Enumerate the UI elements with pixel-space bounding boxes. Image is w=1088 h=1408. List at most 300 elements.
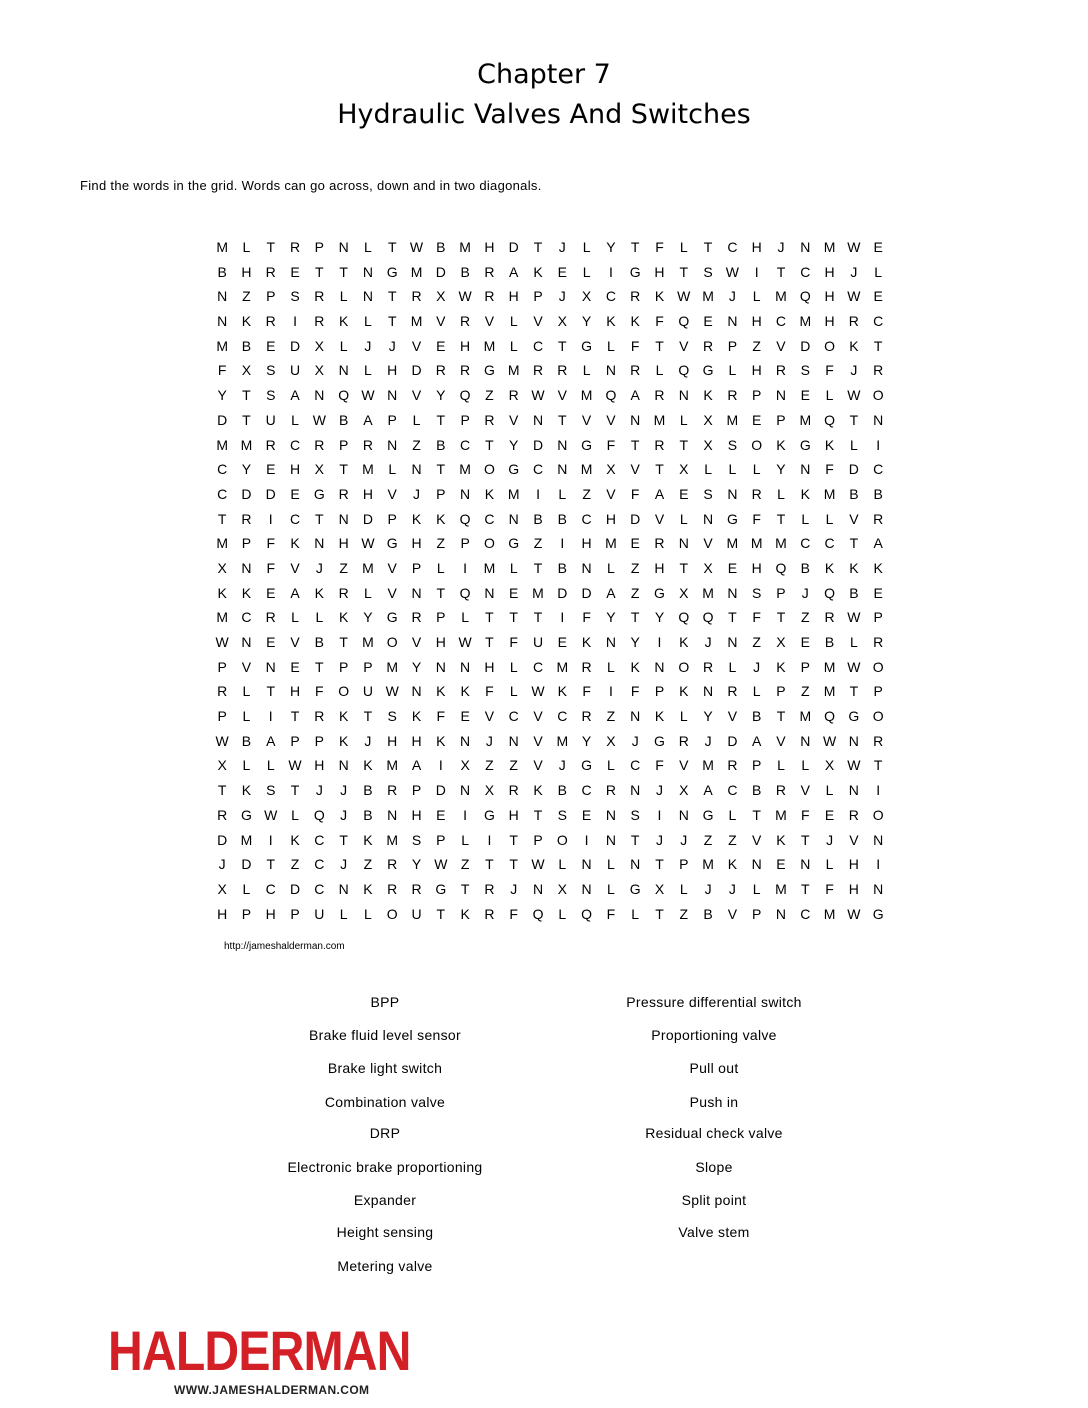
grid-letter[interactable]: K <box>241 584 252 601</box>
grid-letter[interactable]: A <box>630 387 640 404</box>
grid-letter[interactable]: O <box>824 337 836 354</box>
grid-letter[interactable]: C <box>265 880 276 897</box>
grid-letter[interactable]: T <box>655 856 664 873</box>
grid-letter[interactable]: F <box>655 757 664 774</box>
grid-letter[interactable]: C <box>314 831 325 848</box>
grid-letter[interactable]: V <box>533 708 543 725</box>
grid-letter[interactable]: N <box>703 510 714 527</box>
grid-letter[interactable]: B <box>363 806 373 823</box>
grid-letter[interactable]: Q <box>775 559 787 576</box>
grid-letter[interactable]: K <box>290 535 300 552</box>
grid-letter[interactable]: N <box>630 708 641 725</box>
grid-letter[interactable]: H <box>289 461 301 478</box>
grid-letter[interactable]: T <box>679 559 689 576</box>
grid-letter[interactable]: R <box>217 683 228 700</box>
grid-letter[interactable]: Z <box>533 535 543 552</box>
grid-letter[interactable]: B <box>460 263 470 280</box>
grid-letter[interactable]: W <box>531 387 545 404</box>
grid-letter[interactable]: E <box>266 337 276 354</box>
grid-letter[interactable]: N <box>460 658 471 675</box>
grid-letter[interactable]: E <box>873 584 883 601</box>
grid-letter[interactable]: G <box>508 535 520 552</box>
grid-letter[interactable]: H <box>435 634 446 650</box>
grid-letter[interactable]: D <box>217 411 228 428</box>
grid-letter[interactable]: F <box>266 559 276 576</box>
grid-letter[interactable]: M <box>823 658 836 675</box>
grid-letter[interactable]: M <box>726 535 739 552</box>
grid-letter[interactable]: T <box>558 411 567 428</box>
grid-letter[interactable]: N <box>605 634 616 650</box>
grid-letter[interactable]: X <box>606 732 616 749</box>
grid-letter[interactable]: S <box>387 708 397 725</box>
grid-letter[interactable]: J <box>826 831 834 848</box>
grid-letter[interactable]: N <box>605 806 616 823</box>
grid-letter[interactable]: P <box>411 559 422 576</box>
grid-letter[interactable]: V <box>557 387 567 404</box>
grid-letter[interactable]: J <box>704 634 712 650</box>
grid-letter[interactable]: U <box>411 905 422 922</box>
grid-letter[interactable]: C <box>581 782 592 799</box>
grid-letter[interactable]: P <box>363 658 373 675</box>
grid-letter[interactable]: D <box>289 337 301 354</box>
grid-letter[interactable]: M <box>216 535 228 552</box>
grid-letter[interactable]: H <box>605 510 616 527</box>
grid-letter[interactable]: N <box>727 485 738 502</box>
grid-letter[interactable]: P <box>533 831 543 848</box>
grid-letter[interactable]: L <box>412 411 421 428</box>
grid-letter[interactable]: W <box>847 609 861 626</box>
grid-letter[interactable]: V <box>387 584 397 601</box>
grid-letter[interactable]: R <box>265 263 276 280</box>
grid-letter[interactable]: H <box>751 313 762 330</box>
grid-letter[interactable]: D <box>508 239 519 255</box>
grid-letter[interactable]: E <box>800 387 810 404</box>
grid-letter[interactable]: P <box>436 485 446 502</box>
grid-letter[interactable]: J <box>655 782 663 799</box>
grid-letter[interactable]: R <box>581 708 592 725</box>
grid-letter[interactable]: C <box>289 436 301 453</box>
grid-letter[interactable]: D <box>532 436 544 453</box>
grid-letter[interactable]: C <box>727 782 738 799</box>
grid-letter[interactable]: J <box>315 782 323 799</box>
grid-letter[interactable]: V <box>703 535 713 552</box>
grid-letter[interactable]: G <box>241 806 252 823</box>
grid-letter[interactable]: T <box>776 263 786 280</box>
grid-letter[interactable]: P <box>314 732 324 749</box>
grid-letter[interactable]: N <box>630 856 641 873</box>
grid-letter[interactable]: I <box>876 856 881 873</box>
grid-letter[interactable]: G <box>386 535 398 552</box>
grid-letter[interactable]: R <box>460 362 471 379</box>
grid-letter[interactable]: I <box>657 806 662 823</box>
grid-letter[interactable]: K <box>338 313 349 330</box>
grid-letter[interactable]: W <box>458 288 472 305</box>
grid-letter[interactable]: G <box>483 806 495 823</box>
grid-letter[interactable]: K <box>290 831 300 848</box>
grid-letter[interactable]: R <box>484 905 495 922</box>
grid-letter[interactable]: N <box>800 239 811 255</box>
grid-letter[interactable]: P <box>533 288 543 305</box>
grid-letter[interactable]: P <box>411 782 422 799</box>
grid-letter[interactable]: P <box>290 905 300 922</box>
grid-letter[interactable]: K <box>703 387 713 404</box>
grid-letter[interactable]: L <box>849 436 858 453</box>
grid-letter[interactable]: C <box>873 313 884 330</box>
grid-letter[interactable]: L <box>728 461 737 478</box>
grid-letter[interactable]: R <box>241 510 252 527</box>
grid-letter[interactable]: L <box>509 337 518 354</box>
grid-letter[interactable]: G <box>726 510 738 527</box>
grid-letter[interactable]: X <box>703 411 713 428</box>
grid-letter[interactable]: G <box>483 362 495 379</box>
grid-letter[interactable]: D <box>289 880 301 897</box>
grid-letter[interactable]: M <box>726 411 739 428</box>
grid-letter[interactable]: M <box>775 880 787 897</box>
grid-letter[interactable]: V <box>606 485 616 502</box>
grid-letter[interactable]: M <box>605 535 617 552</box>
grid-letter[interactable]: M <box>580 387 593 404</box>
grid-letter[interactable]: K <box>338 609 349 626</box>
grid-letter[interactable]: W <box>531 856 545 873</box>
grid-letter[interactable]: A <box>606 584 616 601</box>
grid-letter[interactable]: E <box>752 411 762 428</box>
grid-letter[interactable]: P <box>873 683 883 700</box>
grid-letter[interactable]: R <box>532 362 544 379</box>
grid-letter[interactable]: K <box>460 683 470 700</box>
grid-letter[interactable]: B <box>241 337 252 354</box>
grid-letter[interactable]: R <box>873 510 884 527</box>
grid-letter[interactable]: B <box>557 510 567 527</box>
grid-letter[interactable]: V <box>679 757 689 774</box>
grid-letter[interactable]: Q <box>459 510 471 527</box>
grid-letter[interactable]: T <box>655 337 664 354</box>
grid-letter[interactable]: W <box>264 806 278 823</box>
grid-letter[interactable]: R <box>387 782 398 799</box>
grid-letter[interactable]: D <box>557 584 568 601</box>
grid-letter[interactable]: I <box>608 683 613 700</box>
grid-letter[interactable]: H <box>387 732 398 749</box>
grid-letter[interactable]: X <box>703 559 713 576</box>
grid-letter[interactable]: H <box>824 263 835 280</box>
grid-letter[interactable]: T <box>630 831 640 848</box>
grid-letter[interactable]: A <box>411 757 422 774</box>
grid-letter[interactable]: D <box>630 510 641 527</box>
grid-letter[interactable]: T <box>339 461 348 478</box>
grid-letter[interactable]: G <box>508 461 520 478</box>
grid-letter[interactable]: C <box>532 658 544 675</box>
grid-letter[interactable]: V <box>509 411 519 428</box>
grid-letter[interactable]: G <box>581 436 593 453</box>
grid-letter[interactable]: P <box>752 905 762 922</box>
grid-letter[interactable]: R <box>678 732 689 749</box>
grid-letter[interactable]: N <box>338 362 349 379</box>
grid-letter[interactable]: L <box>242 239 251 255</box>
grid-letter[interactable]: J <box>364 337 372 354</box>
grid-letter[interactable]: W <box>312 411 326 428</box>
grid-letter[interactable]: T <box>655 461 664 478</box>
grid-letter[interactable]: J <box>850 263 858 280</box>
grid-letter[interactable]: F <box>485 683 494 700</box>
grid-letter[interactable]: C <box>800 535 811 552</box>
grid-letter[interactable]: E <box>703 313 713 330</box>
grid-letter[interactable]: T <box>800 831 810 848</box>
grid-letter[interactable]: I <box>876 782 881 799</box>
grid-letter[interactable]: N <box>508 510 519 527</box>
grid-letter[interactable]: N <box>800 732 811 749</box>
grid-letter[interactable]: N <box>362 263 373 280</box>
grid-letter[interactable]: P <box>387 510 397 527</box>
grid-letter[interactable]: R <box>557 362 568 379</box>
grid-letter[interactable]: N <box>217 288 228 305</box>
grid-letter[interactable]: G <box>654 732 665 749</box>
grid-letter[interactable]: N <box>338 510 349 527</box>
grid-letter[interactable]: J <box>680 831 688 848</box>
grid-letter[interactable]: R <box>411 880 422 897</box>
grid-letter[interactable]: A <box>654 485 665 502</box>
grid-letter[interactable]: W <box>822 732 837 749</box>
grid-letter[interactable]: O <box>872 387 884 404</box>
grid-letter[interactable]: R <box>314 288 325 305</box>
grid-letter[interactable]: T <box>776 609 786 626</box>
grid-letter[interactable]: X <box>557 313 567 330</box>
grid-letter[interactable]: P <box>776 683 786 700</box>
grid-letter[interactable]: R <box>484 411 495 428</box>
grid-letter[interactable]: O <box>751 436 763 453</box>
grid-letter[interactable]: E <box>266 634 276 650</box>
grid-letter[interactable]: H <box>848 880 859 897</box>
grid-letter[interactable]: D <box>435 782 446 799</box>
grid-letter[interactable]: O <box>386 634 398 650</box>
grid-letter[interactable]: J <box>218 856 226 873</box>
grid-letter[interactable]: B <box>533 510 543 527</box>
grid-letter[interactable]: D <box>411 362 422 379</box>
grid-letter[interactable]: I <box>463 806 468 823</box>
grid-letter[interactable]: E <box>557 634 567 650</box>
grid-letter[interactable]: L <box>291 806 299 823</box>
grid-letter[interactable]: L <box>582 362 591 379</box>
grid-letter[interactable]: L <box>679 880 688 897</box>
grid-letter[interactable]: D <box>581 584 592 601</box>
grid-letter[interactable]: M <box>362 634 374 650</box>
grid-letter[interactable]: V <box>290 559 300 576</box>
grid-letter[interactable]: V <box>849 831 859 848</box>
grid-letter[interactable]: N <box>873 411 884 428</box>
grid-letter[interactable]: G <box>581 757 593 774</box>
grid-letter[interactable]: D <box>800 337 811 354</box>
grid-letter[interactable]: K <box>460 905 470 922</box>
grid-letter[interactable]: P <box>654 683 665 700</box>
grid-letter[interactable]: B <box>436 239 446 255</box>
grid-letter[interactable]: F <box>800 806 810 823</box>
grid-letter[interactable]: Q <box>459 584 471 601</box>
grid-letter[interactable]: N <box>605 831 616 848</box>
grid-letter[interactable]: G <box>799 436 811 453</box>
grid-letter[interactable]: D <box>265 485 276 502</box>
grid-letter[interactable]: K <box>654 288 665 305</box>
grid-letter[interactable]: Z <box>679 905 689 922</box>
grid-letter[interactable]: T <box>655 905 664 922</box>
grid-letter[interactable]: R <box>265 313 276 330</box>
grid-letter[interactable]: W <box>847 757 861 774</box>
grid-letter[interactable]: M <box>240 436 253 453</box>
grid-letter[interactable]: L <box>339 337 348 354</box>
grid-letter[interactable]: E <box>290 658 300 675</box>
grid-letter[interactable]: B <box>363 782 373 799</box>
grid-letter[interactable]: E <box>581 806 592 823</box>
grid-letter[interactable]: H <box>289 683 301 700</box>
grid-letter[interactable]: C <box>557 708 568 725</box>
grid-letter[interactable]: Y <box>581 732 592 749</box>
grid-letter[interactable]: R <box>314 313 325 330</box>
grid-letter[interactable]: I <box>560 535 565 552</box>
grid-letter[interactable]: U <box>289 362 301 379</box>
grid-letter[interactable]: J <box>558 288 566 305</box>
grid-letter[interactable]: J <box>704 880 712 897</box>
grid-letter[interactable]: P <box>436 609 446 626</box>
grid-letter[interactable]: G <box>313 485 325 502</box>
grid-letter[interactable]: F <box>630 683 640 700</box>
grid-letter[interactable]: F <box>825 362 834 379</box>
grid-letter[interactable]: R <box>751 485 762 502</box>
grid-letter[interactable]: K <box>436 510 446 527</box>
grid-letter[interactable]: C <box>630 757 641 774</box>
grid-letter[interactable]: P <box>679 856 689 873</box>
grid-letter[interactable]: K <box>363 757 373 774</box>
grid-letter[interactable]: N <box>848 732 859 749</box>
grid-letter[interactable]: L <box>679 411 688 428</box>
grid-letter[interactable]: I <box>584 831 589 848</box>
grid-letter[interactable]: R <box>362 436 373 453</box>
grid-letter[interactable]: T <box>266 239 276 255</box>
grid-letter[interactable]: X <box>314 337 324 354</box>
grid-letter[interactable]: W <box>847 905 861 922</box>
grid-letter[interactable]: N <box>460 782 471 799</box>
grid-letter[interactable]: R <box>873 634 884 650</box>
grid-letter[interactable]: O <box>872 708 884 725</box>
grid-letter[interactable]: I <box>463 559 468 576</box>
grid-letter[interactable]: Q <box>824 708 836 725</box>
grid-letter[interactable]: P <box>800 658 810 675</box>
grid-letter[interactable]: T <box>679 436 689 453</box>
grid-letter[interactable]: J <box>558 239 566 255</box>
grid-letter[interactable]: V <box>411 634 422 650</box>
grid-letter[interactable]: F <box>752 609 761 626</box>
grid-letter[interactable]: A <box>752 732 762 749</box>
grid-letter[interactable]: N <box>775 387 787 404</box>
grid-letter[interactable]: M <box>580 461 593 478</box>
grid-letter[interactable]: F <box>655 313 664 330</box>
grid-letter[interactable]: T <box>533 609 543 626</box>
grid-letter[interactable]: X <box>654 880 665 897</box>
grid-letter[interactable]: L <box>364 313 372 330</box>
grid-letter[interactable]: Y <box>776 461 786 478</box>
grid-letter[interactable]: Z <box>630 559 640 576</box>
grid-letter[interactable]: S <box>266 782 276 799</box>
grid-letter[interactable]: K <box>363 831 373 848</box>
grid-letter[interactable]: E <box>727 559 738 576</box>
grid-letter[interactable]: N <box>532 411 544 428</box>
grid-letter[interactable]: H <box>411 732 422 749</box>
grid-letter[interactable]: W <box>847 239 861 255</box>
grid-letter[interactable]: A <box>363 411 373 428</box>
grid-letter[interactable]: K <box>241 782 252 799</box>
grid-letter[interactable]: A <box>266 732 276 749</box>
grid-letter[interactable]: K <box>533 263 543 280</box>
grid-letter[interactable]: T <box>315 658 324 675</box>
grid-letter[interactable]: H <box>508 806 519 823</box>
grid-letter[interactable]: U <box>362 683 373 700</box>
grid-letter[interactable]: B <box>217 263 227 280</box>
grid-letter[interactable]: N <box>605 362 616 379</box>
grid-letter[interactable]: T <box>849 411 859 428</box>
grid-letter[interactable]: V <box>727 708 738 725</box>
grid-letter[interactable]: K <box>411 510 422 527</box>
grid-letter[interactable]: L <box>461 831 470 848</box>
grid-letter[interactable]: F <box>630 485 640 502</box>
grid-letter[interactable]: H <box>460 337 471 354</box>
grid-letter[interactable]: E <box>873 288 883 305</box>
grid-letter[interactable]: R <box>654 387 665 404</box>
grid-letter[interactable]: J <box>413 485 421 502</box>
grid-letter[interactable]: J <box>364 732 372 749</box>
grid-letter[interactable]: G <box>435 880 447 897</box>
grid-letter[interactable]: N <box>387 387 398 404</box>
grid-letter[interactable]: R <box>435 362 446 379</box>
grid-letter[interactable]: H <box>484 239 495 255</box>
grid-letter[interactable]: X <box>484 782 495 799</box>
grid-letter[interactable]: V <box>533 313 543 330</box>
grid-letter[interactable]: N <box>873 880 884 897</box>
grid-letter[interactable]: X <box>776 634 786 650</box>
grid-letter[interactable]: Z <box>509 757 518 774</box>
grid-letter[interactable]: R <box>824 609 835 626</box>
grid-letter[interactable]: M <box>823 239 836 255</box>
grid-letter[interactable]: M <box>532 584 544 601</box>
grid-letter[interactable]: Q <box>605 387 617 404</box>
grid-letter[interactable]: L <box>752 683 761 700</box>
grid-letter[interactable]: N <box>800 461 811 478</box>
grid-letter[interactable]: K <box>727 856 738 873</box>
grid-letter[interactable]: F <box>582 683 591 700</box>
grid-letter[interactable]: C <box>241 609 252 626</box>
grid-letter[interactable]: Y <box>581 313 592 330</box>
grid-letter[interactable]: C <box>532 337 544 354</box>
grid-letter[interactable]: O <box>872 658 884 675</box>
grid-letter[interactable]: D <box>727 732 738 749</box>
grid-letter[interactable]: T <box>339 634 348 650</box>
grid-letter[interactable]: K <box>679 634 689 650</box>
grid-letter[interactable]: R <box>630 288 641 305</box>
grid-letter[interactable]: C <box>800 905 811 922</box>
grid-letter[interactable]: K <box>241 313 252 330</box>
grid-letter[interactable]: F <box>825 880 834 897</box>
grid-letter[interactable]: L <box>339 288 348 305</box>
grid-letter[interactable]: M <box>410 313 423 330</box>
grid-letter[interactable]: H <box>654 559 665 576</box>
grid-letter[interactable]: C <box>314 880 325 897</box>
grid-letter[interactable]: N <box>387 436 398 453</box>
grid-letter[interactable]: W <box>215 732 229 749</box>
grid-letter[interactable]: L <box>291 411 299 428</box>
grid-letter[interactable]: Z <box>242 288 251 305</box>
grid-letter[interactable]: C <box>484 510 495 527</box>
grid-letter[interactable]: F <box>655 239 664 255</box>
grid-letter[interactable]: N <box>362 288 373 305</box>
grid-letter[interactable]: X <box>679 584 689 601</box>
grid-letter[interactable]: I <box>560 609 565 626</box>
grid-letter[interactable]: Z <box>485 757 494 774</box>
grid-letter[interactable]: Y <box>411 658 422 675</box>
